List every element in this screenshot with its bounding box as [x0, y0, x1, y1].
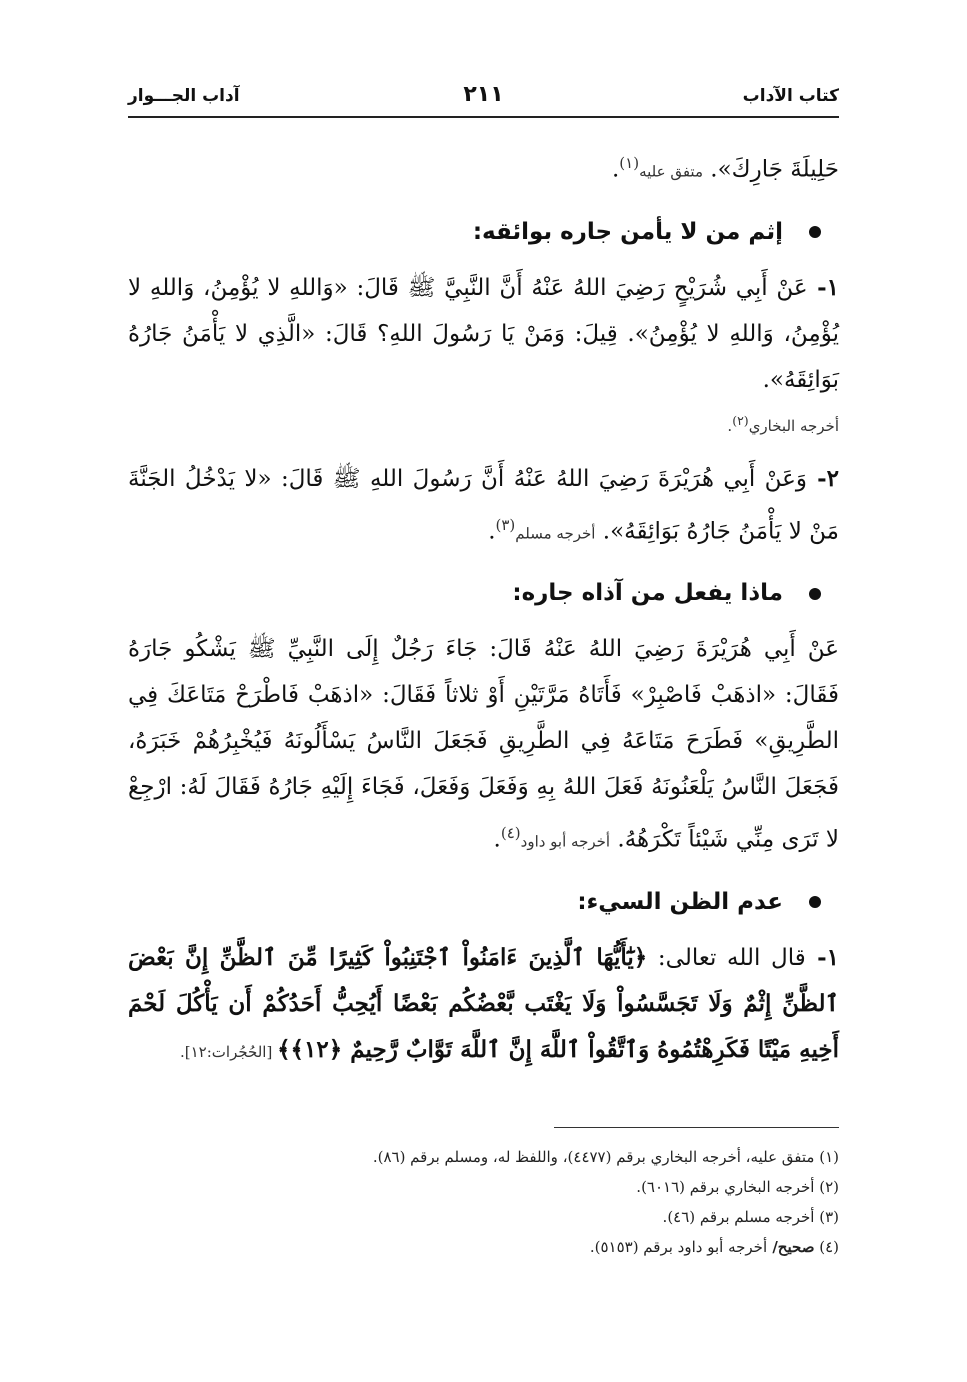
intro-text: حَلِيلَةَ جَارِكَ».: [702, 156, 839, 183]
item-number: ٢-: [807, 464, 839, 492]
bullet-icon: [809, 226, 821, 238]
section-heading: ماذا يفعل من آذاه جاره:: [128, 570, 839, 616]
bullet-icon: [809, 588, 821, 600]
verse-lead: قال الله تعالى:: [647, 944, 806, 971]
hadith-source: أخرجه أبو داود: [520, 832, 611, 851]
section-heading: عدم الظن السيء:: [128, 879, 839, 925]
hadith-text: عَنْ أَبِي هُرَيْرَةَ رَضِيَ اللهُ عَنْهُ قَالَ: جَاءَ رَجُلٌ إِلَى النَّبِيِّ ﷺ يَشْكُو جَارَهُ فَقَالَ: «اذهَبْ فَاصْبِرْ» فَأَتَاهُ مَرَّتَيْنِ أَوْ ثلاثاً فَقَالَ: «اذهَبْ فَاطْرَحْ مَتَاعَكَ فِي الطَّرِيقِ» فَطَرَحَ مَتَاعَهُ فِي الطَّرِيقِ فَجَعَلَ النَّاسُ يَسْأَلُونَهُ فَيُخْبِرُهُمْ خَبَرَهُ، فَجَعَلَ النَّاسُ يَلْعَنُونَهُ فَعَلَ اللهُ بِهِ وَفَعَلَ وَفَعَلَ، فَجَاءَ إِلَيْهِ جَارُهُ فَقَالَ لَهُ: ارْجِعْ لا تَرَى مِنِّي شَيْئاً تَكْرَهُهُ.: [128, 636, 839, 853]
verse-reference: [الحُجُرات:١٢].: [179, 1042, 278, 1061]
footnote: (١) متفق عليه، أخرجه البخاري برقم (٤٤٧٧)، واللفظ له، ومسلم برقم (٨٦).: [372, 1148, 839, 1166]
footnote-divider: [554, 1127, 839, 1128]
intro-paragraph: حَلِيلَةَ جَارِكَ». متفق عليه$^{(١)}$.: [611, 154, 839, 183]
footnote: (٤) صحيح/ أخرجه أبو داود برقم (٥١٥٣).: [589, 1238, 839, 1256]
book-title: كتاب الآداب: [742, 86, 839, 106]
intro-source: متفق عليه: [639, 162, 703, 181]
bullet-icon: [809, 896, 821, 908]
hadith-paragraph: عَنْ أَبِي هُرَيْرَةَ رَضِيَ اللهُ عَنْهُ قَالَ: جَاءَ رَجُلٌ إِلَى النَّبِيِّ ﷺ يَشْكُو جَارَهُ فَقَالَ: «اذهَبْ فَاصْبِرْ» فَأَتَاهُ مَرَّتَيْنِ أَوْ ثلاثاً فَقَالَ: «اذهَبْ فَاطْرَحْ مَتَاعَكَ فِي الطَّرِيقِ» فَطَرَحَ مَتَاعَهُ فِي الطَّرِيقِ فَجَعَلَ النَّاسُ يَسْأَلُونَهُ فَيُخْبِرُهُمْ خَبَرَهُ، فَجَعَلَ النَّاسُ يَلْعَنُونَهُ فَعَلَ اللهُ بِهِ وَفَعَلَ وَفَعَلَ، فَجَاءَ إِلَيْهِ جَارُهُ فَقَالَ لَهُ: ارْجِعْ لا تَرَى مِنِّي شَيْئاً تَكْرَهُهُ. أخرجه أبو داود$^{(٤)}$.: [128, 636, 839, 853]
footnote: (٣) أخرجه مسلم برقم (٤٦).: [662, 1208, 839, 1226]
verse-item: [128, 935, 839, 1075]
quran-verse: ﴿يَٰٓأَيُّهَا ٱلَّذِينَ ءَامَنُواْ ٱجْتَنِبُواْ كَثِيرًا مِّنَ ٱلظَّنِّ إِنَّ بَعْضَ ٱلظَّنِّ إِثْمٌ وَلَا تَجَسَّسُواْ وَلَا يَغْتَب بَّعْضُكُم بَعْضًا أَيُحِبُّ أَحَدُكُمْ أَن يَأْكُلَ لَحْمَ أَخِيهِ مَيْتًا فَكَرِهْتُمُوهُ وَٱتَّقُواْ ٱللَّهَ إِنَّ ٱللَّهَ تَوَّابٌ رَّحِيمٌ ﴿١٢﴾﴾: [128, 943, 839, 1063]
chapter-title: آداب الجـــوار: [128, 86, 240, 106]
footnote-ref[interactable]: (١): [619, 154, 640, 172]
hadith-source-line: أخرجه البخاري$^{(٢)}$.: [727, 412, 839, 435]
footnote-ref[interactable]: (٢): [732, 412, 749, 428]
running-header: [128, 82, 839, 118]
footnote: (٢) أخرجه البخاري برقم (٦٠١٦).: [636, 1178, 839, 1196]
hadith-text: وَعَنْ أَبِي هُرَيْرَةَ رَضِيَ اللهُ عَنْهُ أَنَّ رَسُولَ اللهِ ﷺ قَالَ: «لا يَدْخُلُ الجَنَّةَ مَنْ لا يَأْمَنُ جَارُهُ بَوَائِقَهُ».: [128, 465, 839, 545]
footnote-ref[interactable]: (٣): [495, 515, 516, 534]
footnotes: [128, 1142, 839, 1262]
hadith-source: أخرجه مسلم: [515, 524, 596, 543]
footnote-ref[interactable]: (٤): [500, 824, 521, 843]
body-text: [128, 140, 839, 1075]
item-number: ١-: [805, 943, 839, 971]
hadith-item: ٢- وَعَنْ أَبِي هُرَيْرَةَ رَضِيَ اللهُ عَنْهُ أَنَّ رَسُولَ اللهِ ﷺ قَالَ: «لا يَدْخُلُ الجَنَّةَ مَنْ لا يَأْمَنُ جَارُهُ بَوَائِقَهُ». أخرجه مسلم$^{(٣)}$.: [128, 464, 839, 545]
page-number: ٢١١: [463, 82, 504, 107]
hadith-source: أخرجه البخاري: [748, 416, 839, 435]
hadith-text: عَنْ أَبِي شُرَيْحٍ رَضِيَ اللهُ عَنْهُ أَنَّ النَّبِيَّ ﷺ قَالَ: «وَاللهِ لا يُؤْمِنُ، وَاللهِ لا يُؤْمِنُ، وَاللهِ لا يُؤْمِنُ». قِيلَ: وَمَنْ يَا رَسُولَ اللهِ؟ قَالَ: «الَّذِي لا يَأْمَنُ جَارُهُ بَوَائِقَهُ».: [128, 274, 839, 393]
item-number: ١-: [807, 273, 839, 301]
section-heading: إثم من لا يأمن جاره بوائقه:: [128, 209, 839, 255]
hadith-item: [128, 265, 839, 403]
